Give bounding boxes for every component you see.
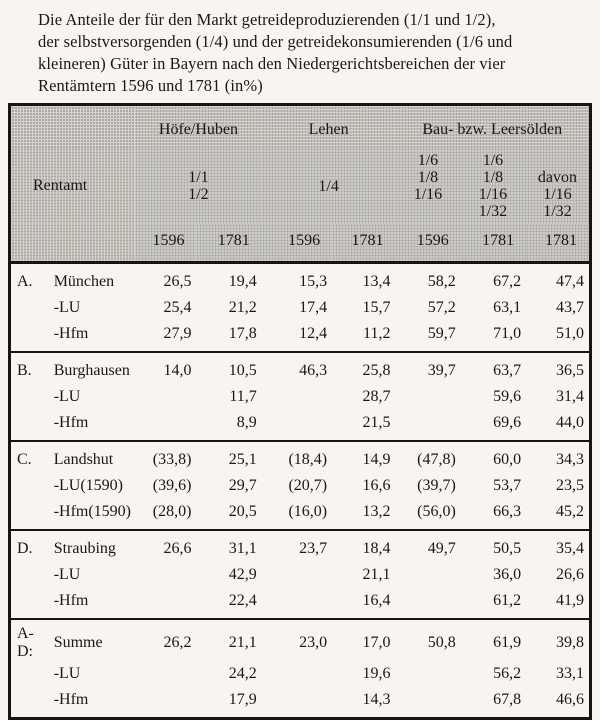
value-cell: 34,3 bbox=[556, 451, 584, 468]
year-col: 1596 bbox=[395, 224, 460, 263]
value-cell: 14,3 bbox=[362, 691, 391, 708]
value-cell: 53,7 bbox=[493, 477, 522, 494]
value-cell: 63,7 bbox=[493, 362, 522, 379]
value-cell: 13,2 bbox=[362, 503, 391, 520]
table-section bbox=[10, 263, 591, 353]
bau-frac-cell: 1/8 bbox=[482, 169, 504, 186]
value-cell bbox=[262, 410, 332, 441]
value-cell: 23,0 bbox=[299, 634, 328, 651]
value-cell: 13,4 bbox=[362, 273, 391, 290]
caption-line-1: Die Anteile der für den Markt getreideproduzierenden (1/1 und 1/2), bbox=[38, 10, 496, 29]
value-cell: 17,4 bbox=[299, 299, 328, 316]
value-cell: 17,8 bbox=[228, 325, 257, 342]
value-cell bbox=[135, 687, 196, 719]
value-cell: 60,0 bbox=[493, 451, 522, 468]
caption-line-3: kleineren) Güter in Bayern nach den Niedergerichtsbereichen der vier bbox=[38, 54, 506, 73]
value-cell: 41,9 bbox=[556, 592, 584, 609]
value-cell: 43,7 bbox=[556, 299, 584, 316]
value-cell bbox=[262, 384, 332, 410]
section-letter: A-D: bbox=[17, 625, 34, 660]
value-cell: 14,9 bbox=[362, 451, 391, 468]
bau-frac-cell: davon bbox=[537, 169, 577, 186]
row-label: -LU(1590) bbox=[53, 477, 123, 494]
table-header bbox=[10, 105, 591, 263]
section-letter bbox=[10, 588, 49, 619]
bau-frac-cell: 1/32 bbox=[543, 203, 572, 220]
year-col: 1596 bbox=[135, 224, 196, 263]
value-cell: 36,0 bbox=[493, 566, 522, 583]
section-letter bbox=[10, 687, 49, 719]
year-col: 1781 bbox=[332, 224, 395, 263]
value-cell bbox=[135, 384, 196, 410]
value-cell: 23,7 bbox=[299, 540, 328, 557]
table-row bbox=[10, 562, 591, 588]
group-bau-leersoelden: Bau- bzw. Leersölden bbox=[395, 105, 590, 149]
value-cell bbox=[395, 687, 460, 719]
section-letter bbox=[10, 321, 49, 352]
bau-frac-cell bbox=[525, 152, 589, 169]
header-group-row bbox=[10, 105, 591, 149]
bau-fractions bbox=[395, 148, 590, 224]
year-col: 1781 bbox=[461, 224, 526, 263]
caption-line-4: Rentämtern 1596 und 1781 (in%) bbox=[38, 76, 263, 95]
table-section bbox=[10, 619, 591, 719]
caption-line-2: der selbstversorgenden (1/4) und der getreidekonsumierenden (1/6 und bbox=[38, 32, 513, 51]
value-cell: 44,0 bbox=[556, 414, 584, 431]
value-cell: 25,1 bbox=[228, 451, 257, 468]
value-cell: 19,6 bbox=[362, 665, 391, 682]
fraction-1-2: 1/2 bbox=[188, 186, 209, 203]
section-letter bbox=[10, 562, 49, 588]
section-letter bbox=[10, 295, 49, 321]
value-cell: 17,9 bbox=[228, 691, 257, 708]
bau-frac-cell: 1/8 bbox=[417, 169, 439, 186]
value-cell bbox=[135, 562, 196, 588]
section-letter bbox=[10, 661, 49, 687]
bau-frac-cell: 1/16 bbox=[413, 186, 443, 203]
group-lehen: Lehen bbox=[262, 105, 396, 149]
value-cell: 46,6 bbox=[556, 691, 584, 708]
row-label: München bbox=[53, 273, 115, 290]
header-spacer bbox=[10, 105, 136, 149]
value-cell: 28,7 bbox=[362, 388, 391, 405]
row-label: -Hfm bbox=[53, 414, 89, 431]
value-cell: 29,7 bbox=[228, 477, 257, 494]
row-label: -Hfm(1590) bbox=[53, 503, 131, 520]
value-cell: 15,3 bbox=[299, 273, 328, 290]
value-cell: (47,8) bbox=[417, 451, 456, 468]
value-cell: (56,0) bbox=[417, 503, 456, 520]
value-cell: 22,4 bbox=[228, 592, 257, 609]
bau-frac-cell bbox=[395, 203, 460, 220]
value-cell: 61,9 bbox=[493, 634, 522, 651]
section-letter: A. bbox=[17, 273, 33, 290]
value-cell bbox=[395, 562, 460, 588]
rentamt-label: Rentamt bbox=[10, 148, 136, 224]
value-cell: 26,6 bbox=[556, 566, 584, 583]
row-label: -LU bbox=[53, 566, 81, 583]
value-cell: (39,7) bbox=[417, 477, 456, 494]
table-section bbox=[10, 530, 591, 619]
value-cell: 21,1 bbox=[362, 566, 391, 583]
value-cell: 12,4 bbox=[299, 325, 328, 342]
value-cell: 42,9 bbox=[228, 566, 257, 583]
value-cell: (28,0) bbox=[152, 503, 192, 520]
value-cell: 20,5 bbox=[228, 503, 257, 520]
value-cell: 11,7 bbox=[229, 388, 257, 405]
value-cell: 45,2 bbox=[556, 503, 584, 520]
value-cell: 18,4 bbox=[362, 540, 391, 557]
value-cell bbox=[262, 661, 332, 687]
table-row bbox=[10, 410, 591, 441]
table-row bbox=[10, 619, 591, 661]
value-cell: (33,8) bbox=[152, 451, 192, 468]
lehen-fraction bbox=[262, 148, 396, 224]
section-letter: B. bbox=[17, 362, 32, 379]
value-cell: 26,5 bbox=[163, 273, 192, 290]
group-hoefe-huben: Höfe/Huben bbox=[135, 105, 262, 149]
value-cell: 57,2 bbox=[427, 299, 456, 316]
value-cell: 61,2 bbox=[493, 592, 522, 609]
value-cell: 17,0 bbox=[362, 634, 391, 651]
section-letter: C. bbox=[17, 451, 32, 468]
value-cell: 11,2 bbox=[363, 325, 391, 342]
value-cell: 67,8 bbox=[493, 691, 522, 708]
header-year-row bbox=[10, 224, 591, 263]
value-cell: 25,4 bbox=[163, 299, 192, 316]
value-cell: 31,1 bbox=[228, 540, 257, 557]
row-label: -Hfm bbox=[53, 325, 89, 342]
value-cell bbox=[395, 588, 460, 619]
value-cell: 27,9 bbox=[163, 325, 192, 342]
value-cell: 50,5 bbox=[493, 540, 522, 557]
value-cell: 46,3 bbox=[299, 362, 328, 379]
value-cell: 16,6 bbox=[362, 477, 391, 494]
section-letter: D. bbox=[17, 540, 33, 557]
value-cell: 21,1 bbox=[228, 634, 257, 651]
value-cell: (39,6) bbox=[152, 477, 192, 494]
section-letter bbox=[10, 410, 49, 441]
fraction-1-1: 1/1 bbox=[188, 169, 209, 186]
bau-frac-cell: 1/6 bbox=[482, 152, 504, 169]
bau-frac-cell: 1/6 bbox=[417, 152, 439, 169]
value-cell: 56,2 bbox=[493, 665, 522, 682]
table-row bbox=[10, 384, 591, 410]
value-cell: 26,2 bbox=[163, 634, 192, 651]
value-cell: (18,4) bbox=[288, 451, 328, 468]
value-cell: (16,0) bbox=[288, 503, 328, 520]
value-cell bbox=[135, 661, 196, 687]
header-fraction-row bbox=[10, 148, 591, 224]
value-cell: 31,4 bbox=[556, 388, 584, 405]
value-cell: 39,7 bbox=[427, 362, 456, 379]
table-caption bbox=[38, 9, 578, 97]
value-cell bbox=[262, 588, 332, 619]
value-cell bbox=[395, 661, 460, 687]
value-cell: 71,0 bbox=[493, 325, 522, 342]
value-cell: 24,2 bbox=[228, 665, 257, 682]
value-cell: 67,2 bbox=[493, 273, 522, 290]
year-col: 1781 bbox=[196, 224, 261, 263]
value-cell: 16,4 bbox=[362, 592, 391, 609]
row-label: Straubing bbox=[53, 540, 116, 557]
value-cell bbox=[135, 410, 196, 441]
table-row bbox=[10, 441, 591, 473]
value-cell: 47,4 bbox=[556, 273, 584, 290]
value-cell: 66,3 bbox=[493, 503, 522, 520]
row-label: -Hfm bbox=[53, 592, 89, 609]
value-cell: 63,1 bbox=[493, 299, 522, 316]
row-label: Summe bbox=[53, 634, 103, 651]
value-cell: 51,0 bbox=[556, 325, 584, 342]
table-row bbox=[10, 687, 591, 719]
table-row bbox=[10, 530, 591, 562]
row-label: Burghausen bbox=[53, 362, 130, 379]
year-col: 1596 bbox=[262, 224, 332, 263]
section-letter bbox=[10, 499, 49, 530]
value-cell: 36,5 bbox=[556, 362, 584, 379]
section-letter bbox=[10, 384, 49, 410]
value-cell: 21,5 bbox=[362, 414, 391, 431]
row-label: -LU bbox=[53, 665, 81, 682]
value-cell: 35,4 bbox=[556, 540, 584, 557]
value-cell: 59,7 bbox=[427, 325, 456, 342]
year-col: 1781 bbox=[526, 224, 590, 263]
value-cell bbox=[262, 562, 332, 588]
value-cell: 25,8 bbox=[362, 362, 391, 379]
table-row bbox=[10, 321, 591, 352]
value-cell bbox=[395, 384, 460, 410]
value-cell: 50,8 bbox=[427, 634, 456, 651]
value-cell: 59,6 bbox=[493, 388, 522, 405]
rentamt-table bbox=[8, 103, 592, 720]
bau-frac-cell: 1/16 bbox=[543, 186, 572, 203]
table-row bbox=[10, 588, 591, 619]
table-row bbox=[10, 352, 591, 384]
value-cell: 10,5 bbox=[228, 362, 257, 379]
bau-frac-cell: 1/16 bbox=[478, 186, 508, 203]
table-row bbox=[10, 499, 591, 530]
row-label: -LU bbox=[53, 388, 81, 405]
value-cell: 15,7 bbox=[362, 299, 391, 316]
value-cell: 33,1 bbox=[556, 665, 584, 682]
value-cell: 69,6 bbox=[493, 414, 522, 431]
value-cell: 58,2 bbox=[427, 273, 456, 290]
value-cell bbox=[262, 687, 332, 719]
row-label: -LU bbox=[53, 299, 81, 316]
row-label: -Hfm bbox=[53, 691, 89, 708]
value-cell: 26,6 bbox=[163, 540, 192, 557]
table-section bbox=[10, 352, 591, 441]
value-cell: 19,4 bbox=[228, 273, 257, 290]
table-row bbox=[10, 263, 591, 296]
row-label: Landshut bbox=[53, 451, 114, 468]
value-cell: 49,7 bbox=[427, 540, 456, 557]
value-cell bbox=[135, 588, 196, 619]
value-cell: (20,7) bbox=[288, 477, 328, 494]
value-cell: 8,9 bbox=[236, 414, 257, 431]
section-letter bbox=[10, 473, 49, 499]
table-section bbox=[10, 441, 591, 530]
year-spacer bbox=[10, 224, 136, 263]
hoefe-fractions bbox=[135, 148, 262, 224]
value-cell: 23,5 bbox=[556, 477, 584, 494]
value-cell: 39,8 bbox=[556, 634, 584, 651]
value-cell: 21,2 bbox=[228, 299, 257, 316]
table-row bbox=[10, 295, 591, 321]
fraction-1-4: 1/4 bbox=[318, 177, 339, 195]
table-row bbox=[10, 473, 591, 499]
bau-frac-cell: 1/32 bbox=[478, 203, 508, 220]
value-cell: 14,0 bbox=[163, 362, 192, 379]
table-row bbox=[10, 661, 591, 687]
value-cell bbox=[395, 410, 460, 441]
